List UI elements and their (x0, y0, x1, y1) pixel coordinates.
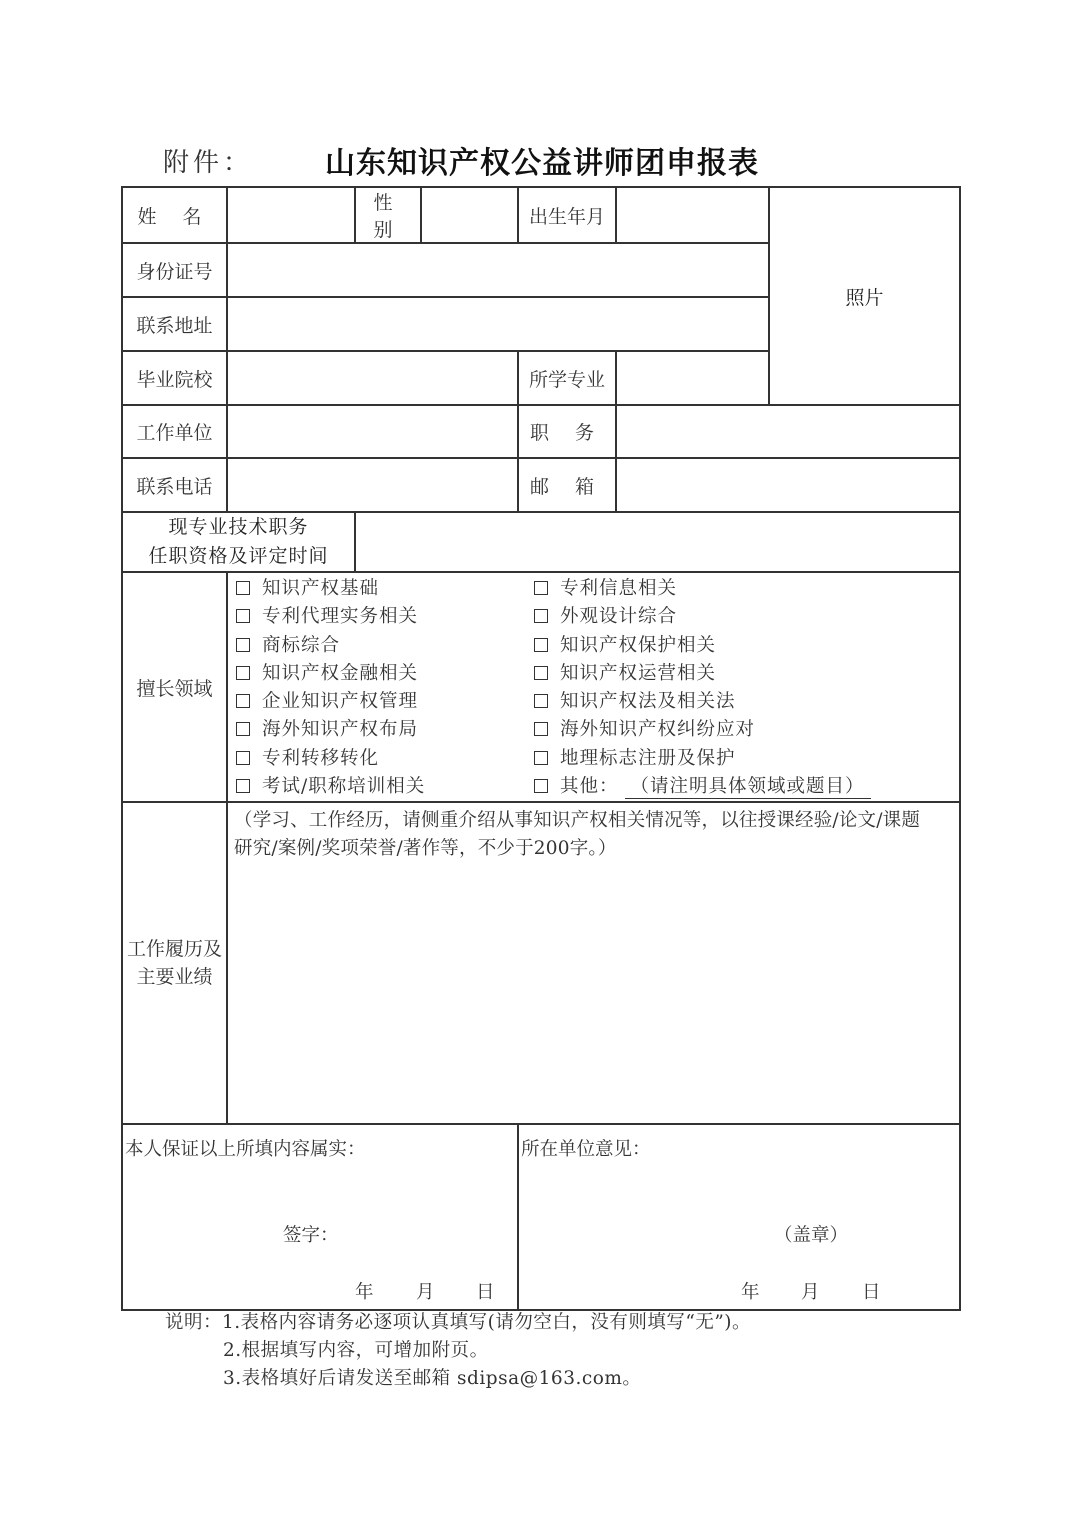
professional-title-line1: 现专业技术职务 (168, 516, 309, 538)
expertise-option-other[interactable]: 其他： （请注明具体领域或题目） (534, 773, 954, 801)
position-field[interactable] (616, 405, 960, 458)
checkbox[interactable] (534, 581, 548, 595)
expertise-option[interactable]: 地理标志注册及保护 (534, 745, 954, 773)
expertise-option[interactable]: 商标综合 (236, 632, 534, 660)
professional-title-label (122, 512, 355, 572)
checkbox[interactable] (534, 722, 548, 736)
date-year-label: 年 (355, 1282, 374, 1304)
checkbox[interactable] (236, 581, 250, 595)
application-form-table (121, 186, 961, 1311)
experience-label (122, 802, 227, 1124)
expertise-option[interactable]: 知识产权保护相关 (534, 632, 954, 660)
checkbox[interactable] (236, 779, 250, 793)
employer-field[interactable] (227, 405, 518, 458)
notes-lead: 说明： (165, 1312, 223, 1333)
position-label: 职 务 (518, 405, 616, 458)
name-label: 姓 名 (122, 187, 227, 243)
major-label: 所学专业 (518, 351, 616, 405)
unit-date-month-label: 月 (801, 1282, 820, 1304)
phone-field[interactable] (227, 458, 518, 512)
form-notes (165, 1309, 751, 1393)
checkbox[interactable] (236, 722, 250, 736)
school-label: 毕业院校 (122, 351, 227, 405)
gender-label: 性 别 (355, 187, 421, 243)
expertise-option[interactable]: 知识产权运营相关 (534, 660, 954, 688)
address-field[interactable] (227, 297, 769, 351)
expertise-option[interactable]: 专利转移转化 (236, 745, 534, 773)
expertise-option[interactable]: 企业知识产权管理 (236, 688, 534, 716)
experience-field[interactable] (227, 802, 960, 1124)
checkbox[interactable] (534, 638, 548, 652)
expertise-option[interactable]: 外观设计综合 (534, 603, 954, 631)
photo-box[interactable] (769, 187, 960, 405)
expertise-options (227, 572, 960, 802)
expertise-label: 擅长领域 (122, 572, 227, 802)
checkbox[interactable] (534, 666, 548, 680)
expertise-option[interactable]: 考试/职称培训相关 (236, 773, 534, 801)
gender-field[interactable] (421, 187, 518, 243)
experience-label-line2: 主要业绩 (136, 966, 213, 989)
seal-label: （盖章） (774, 1225, 849, 1247)
email-field[interactable] (616, 458, 960, 512)
expertise-option[interactable]: 知识产权法及相关法 (534, 688, 954, 716)
expertise-option[interactable]: 知识产权基础 (236, 575, 534, 603)
employer-label: 工作单位 (122, 405, 227, 458)
expertise-option[interactable]: 专利代理实务相关 (236, 603, 534, 631)
professional-title-line2: 任职资格及评定时间 (148, 545, 329, 567)
professional-title-field[interactable] (355, 512, 960, 572)
declaration-text: 本人保证以上所填内容属实： (125, 1139, 366, 1161)
checkbox[interactable] (236, 638, 250, 652)
experience-label-line1: 工作履历及 (126, 938, 222, 961)
expertise-option[interactable]: 专利信息相关 (534, 575, 954, 603)
other-specify-field[interactable]: （请注明具体领域或题目） (625, 776, 871, 799)
checkbox[interactable] (534, 751, 548, 765)
note-item-2: 2.根据填写内容，可增加附页。 (223, 1340, 489, 1361)
note-item-1: 说明：1.表格内容请务必逐项认真填写(请勿空白，没有则填写“无”)。 (165, 1312, 752, 1333)
expertise-option[interactable]: 海外知识产权纠纷应对 (534, 716, 954, 744)
unit-date-year-label: 年 (741, 1282, 760, 1304)
signature-label: 签字： (283, 1225, 339, 1247)
school-field[interactable] (227, 351, 518, 405)
email-label: 邮 箱 (518, 458, 616, 512)
checkbox[interactable] (236, 666, 250, 680)
experience-hint-line1: （学习、工作经历，请侧重介绍从事知识产权相关情况等，以往授课经验/论文/课题 (234, 810, 921, 832)
expertise-option[interactable]: 知识产权金融相关 (236, 660, 534, 688)
checkbox[interactable] (236, 751, 250, 765)
major-field[interactable] (616, 351, 769, 405)
checkbox[interactable] (236, 609, 250, 623)
note-item-3: 3.表格填好后请发送至邮箱 sdipsa@163.com。 (223, 1368, 642, 1389)
unit-opinion-label: 所在单位意见： (521, 1139, 651, 1161)
date-month-label: 月 (416, 1282, 435, 1304)
attachment-label: 附件： (163, 148, 254, 178)
expertise-option[interactable]: 海外知识产权布局 (236, 716, 534, 744)
checkbox[interactable] (534, 609, 548, 623)
checkbox[interactable] (534, 779, 548, 793)
id-number-field[interactable] (227, 243, 769, 297)
experience-hint-line2: 研究/案例/奖项荣誉/著作等，不少于200字。） (234, 838, 617, 860)
unit-opinion-box[interactable] (518, 1124, 960, 1310)
birth-field[interactable] (616, 187, 769, 243)
birth-label: 出生年月 (518, 187, 616, 243)
checkbox[interactable] (534, 694, 548, 708)
name-field[interactable] (227, 187, 355, 243)
unit-date-day-label: 日 (862, 1282, 881, 1304)
applicant-declaration-box[interactable] (122, 1124, 518, 1310)
photo-label: 照片 (845, 286, 884, 309)
date-day-label: 日 (476, 1282, 495, 1304)
address-label: 联系地址 (122, 297, 227, 351)
phone-label: 联系电话 (122, 458, 227, 512)
page-title: 山东知识产权公益讲师团申报表 (325, 146, 759, 181)
form-header (0, 138, 1080, 182)
checkbox[interactable] (236, 694, 250, 708)
id-number-label: 身份证号 (122, 243, 227, 297)
